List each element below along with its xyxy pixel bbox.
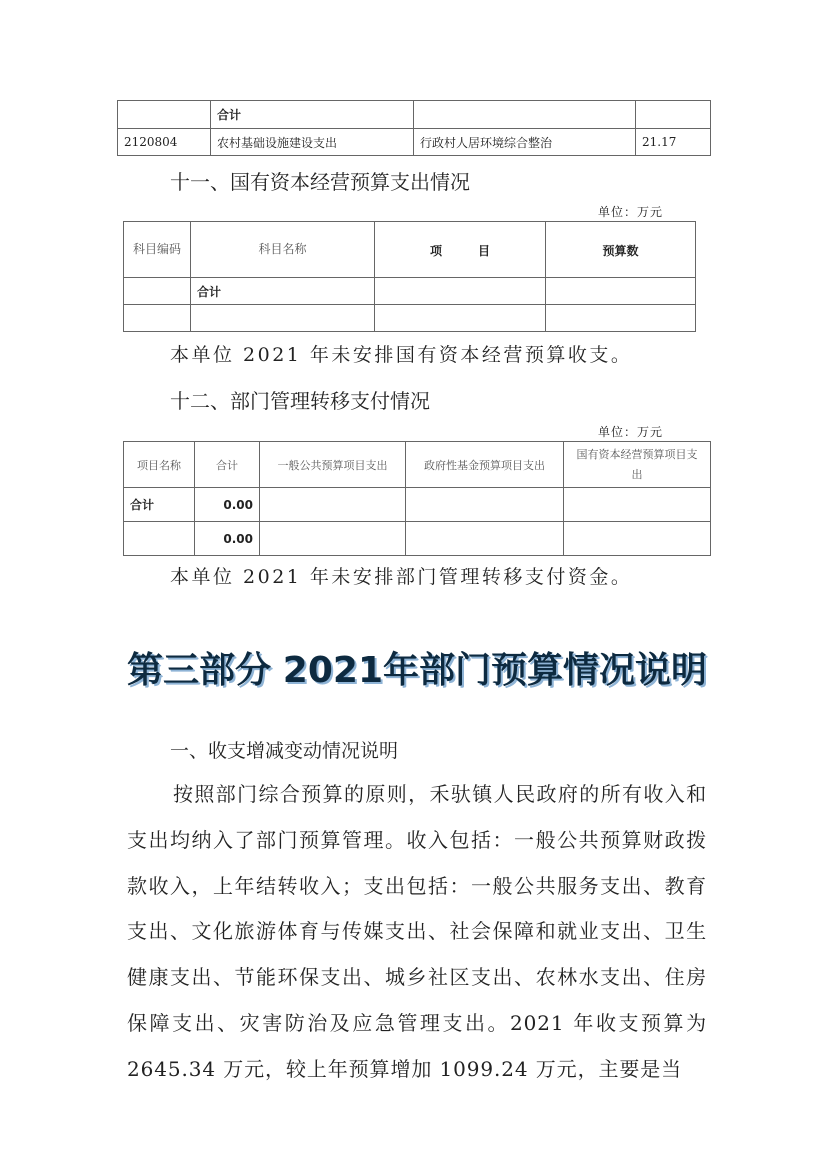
cell <box>375 305 546 332</box>
header-cell: 合计 <box>195 442 260 488</box>
cell <box>414 101 636 129</box>
table-header <box>124 442 711 488</box>
cell: 合计 <box>211 101 414 129</box>
table-header <box>124 222 696 278</box>
cell <box>260 522 406 556</box>
table-row <box>118 129 711 156</box>
header-cell: 预算数 <box>546 222 696 278</box>
cell: 0.00 <box>195 522 260 556</box>
cell: 2120804 <box>118 129 211 156</box>
table-row <box>124 522 711 556</box>
cell <box>564 488 711 522</box>
header-cell: 项 目 <box>375 222 546 278</box>
table-row <box>124 278 696 305</box>
header-cell: 政府性基金预算项目支出 <box>406 442 564 488</box>
body-paragraph: 按照部门综合预算的原则，禾驮镇人民政府的所有收入和支出均纳入了部门预算管理。收入包括：一般公共预算财政拨款收入，上年结转收入；支出包括：一般公共服务支出、教育支出、文化旅游体育与传媒支出、社会保障和就业支出、卫生健康支出、节能环保支出、城乡社区支出、农林水支出、住房保障支出、灾害防治及应急管理支出。2021 年收支预算为 2645.34 万元，较上年预算增加 1099.24 万元，主要是当 <box>127 782 707 1081</box>
part-label: 第三部分 <box>127 650 272 691</box>
header-cell: 科目编码 <box>124 222 191 278</box>
cell <box>118 101 211 129</box>
header-cell: 一般公共预算项目支出 <box>260 442 406 488</box>
header-cell: 国有资本经营预算项目支出 <box>564 442 711 488</box>
part-title: 2021年部门预算情况说明 <box>282 650 707 691</box>
cell <box>636 101 711 129</box>
cell: 0.00 <box>195 488 260 522</box>
table-row <box>118 101 711 129</box>
cell <box>564 522 711 556</box>
part-three-heading <box>127 642 707 693</box>
cell <box>191 305 375 332</box>
cell <box>124 522 195 556</box>
cell: 行政村人居环境综合整治 <box>414 129 636 156</box>
cell <box>260 488 406 522</box>
section-12-note: 本单位 2021 年未安排部门管理转移支付资金。 <box>170 566 633 588</box>
project-table-continued <box>117 100 711 156</box>
subsection-title: 一、收支增减变动情况说明 <box>170 740 399 762</box>
cell <box>546 305 696 332</box>
section-11-title: 十一、国有资本经营预算支出情况 <box>170 170 470 194</box>
cell <box>546 278 696 305</box>
cell: 农村基础设施建设支出 <box>211 129 414 156</box>
header-cell: 科目名称 <box>191 222 375 278</box>
cell <box>406 488 564 522</box>
transfer-payment-table <box>123 441 711 556</box>
cell: 21.17 <box>636 129 711 156</box>
unit-label: 单位：万元 <box>598 425 664 439</box>
cell <box>124 278 191 305</box>
unit-label: 单位：万元 <box>598 205 664 219</box>
state-capital-table <box>123 221 696 332</box>
header-cell: 项目名称 <box>124 442 195 488</box>
section-11-note: 本单位 2021 年未安排国有资本经营预算收支。 <box>170 344 633 366</box>
cell <box>406 522 564 556</box>
cell <box>124 305 191 332</box>
cell: 合计 <box>124 488 195 522</box>
cell <box>375 278 546 305</box>
table-row <box>124 305 696 332</box>
table-row <box>124 488 711 522</box>
section-12-title: 十二、部门管理转移支付情况 <box>170 389 430 413</box>
cell: 合计 <box>191 278 375 305</box>
